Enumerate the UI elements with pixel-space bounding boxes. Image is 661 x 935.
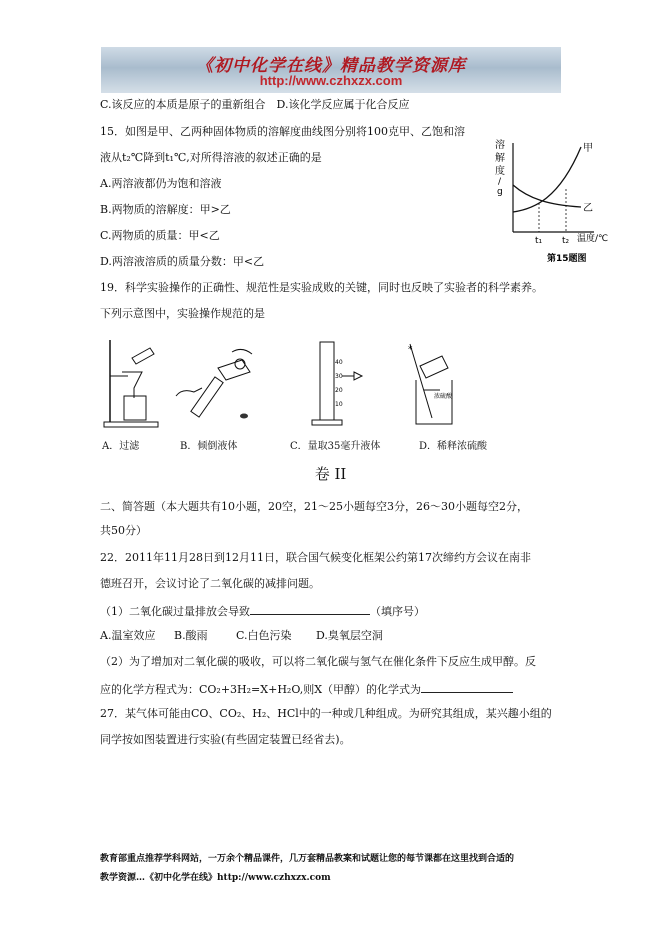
axis-x-label: 温度/℃ (577, 234, 609, 244)
tick-t2: t₂ (562, 236, 570, 246)
curve-yi (513, 185, 581, 207)
acid-label: 浓硫酸 (434, 393, 453, 400)
q22-sub2-line1: （2）为了增加对二氧化碳的吸收，可以将二氧化碳与氢气在催化条件下反应生成甲醇。反 (100, 655, 536, 668)
q22-options (100, 629, 383, 643)
q22-option-b: B.酸雨 (174, 629, 208, 642)
q15-option-b: B.两物质的溶解度：甲>乙 (100, 203, 231, 216)
q22-sub2-text: 应的化学方程式为：CO₂+3H₂=X+H₂O,则X（甲醇）的化学式为 (100, 683, 422, 696)
graph-caption: 第15题图 (547, 254, 587, 264)
axis-y-char-5: g (497, 187, 503, 197)
label-yi: 乙 (583, 203, 593, 214)
figure-diluting-acid (402, 338, 472, 430)
q27-stem-line1: 27．某气体可能由CO、CO₂、H₂、HCl中的一种或几种组成。为研究其组成，某兴趣小组的 (100, 707, 552, 720)
header-banner (101, 47, 561, 93)
q15-option-a: A.两溶液都仍为饱和溶液 (100, 177, 222, 190)
banner-title: 《初中化学在线》精品教学资源库 (196, 56, 466, 76)
q22-sub1 (100, 603, 425, 619)
graph-axes (513, 143, 594, 232)
q19-stem-line1: 19．科学实验操作的正确性、规范性是实验成败的关键，同时也反映了实验者的科学素养。 (100, 281, 543, 294)
caption-a: A．过滤 (102, 441, 140, 452)
section-intro-line1: 二、简答题（本大题共有10小题，20空，21～25小题每空3分，26～30小题每空2分， (100, 500, 528, 513)
q15-option-c: C.两物质的质量：甲<乙 (100, 229, 220, 242)
q22-option-c: C.白色污染 (236, 629, 292, 642)
tick-t1: t₁ (535, 236, 543, 246)
caption-d: D．稀释浓硫酸 (419, 441, 488, 452)
footer-line2: 教学资源…《初中化学在线》http://www.czhxzx.com (100, 873, 331, 883)
section-intro-line2: 共50分） (100, 524, 147, 537)
axis-y-char-4: / (498, 177, 502, 187)
q22-sub1-tail: （填序号） (370, 605, 425, 618)
figure-measuring-cylinder (308, 338, 368, 430)
solubility-curve-graph (489, 137, 629, 265)
q22-option-d: D.臭氧层空洞 (316, 629, 383, 642)
q14-options: C.该反应的本质是原子的重新组合 D.该化学反应属于化合反应 (100, 98, 410, 111)
axis-y-char-3: 度 (495, 166, 505, 177)
q22-sub1-text: （1）二氧化碳过量排放会导致 (100, 605, 250, 618)
figure-pouring-liquid (172, 338, 262, 430)
caption-c: C．量取35毫升液体 (290, 441, 381, 452)
q15-stem-line2: 液从t₂℃降到t₁℃,对所得溶液的叙述正确的是 (100, 151, 322, 164)
q27-stem-line2: 同学按如图装置进行实验(有些固定装置已经省去)。 (100, 733, 351, 746)
axis-y-char-1: 溶 (495, 140, 505, 151)
cylinder-mark-40: 40 (335, 359, 343, 366)
figure-filtration (102, 338, 162, 430)
label-jia: 甲 (583, 143, 593, 154)
banner-url[interactable]: http://www.czhxzx.com (259, 73, 403, 88)
caption-b: B．倾倒液体 (180, 441, 238, 452)
axis-y-char-2: 解 (495, 153, 505, 164)
answer-blank-1[interactable] (250, 603, 370, 615)
cylinder-mark-10: 10 (335, 401, 343, 408)
footer-line1: 教育部重点推荐学科网站，一万余个精品课件，几万套精品教案和试题让您的每节课都在这里找到合适的 (100, 854, 515, 864)
section-heading: 卷 II (314, 465, 347, 483)
q22-stem-line2: 德班召开，会议讨论了二氧化碳的减排问题。 (100, 577, 320, 590)
q22-stem-line1: 22．2011年11月28日到12月11日，联合国气候变化框架公约第17次缔约方会议在南非 (100, 551, 531, 564)
q22-sub2-line2 (100, 681, 513, 697)
cylinder-mark-30: 30 (335, 373, 343, 380)
cylinder-mark-20: 20 (335, 387, 343, 394)
q15-option-d: D.两溶液溶质的质量分数：甲<乙 (100, 255, 265, 268)
answer-blank-2[interactable] (421, 681, 513, 693)
q15-stem-line1: 15．如图是甲、乙两种固体物质的溶解度曲线图分别将100克甲、乙饱和溶 (100, 125, 465, 138)
svg-text:*: * (408, 345, 413, 355)
q19-stem-line2: 下列示意图中，实验操作规范的是 (100, 307, 265, 320)
q22-option-a: A.温室效应 (100, 629, 156, 642)
